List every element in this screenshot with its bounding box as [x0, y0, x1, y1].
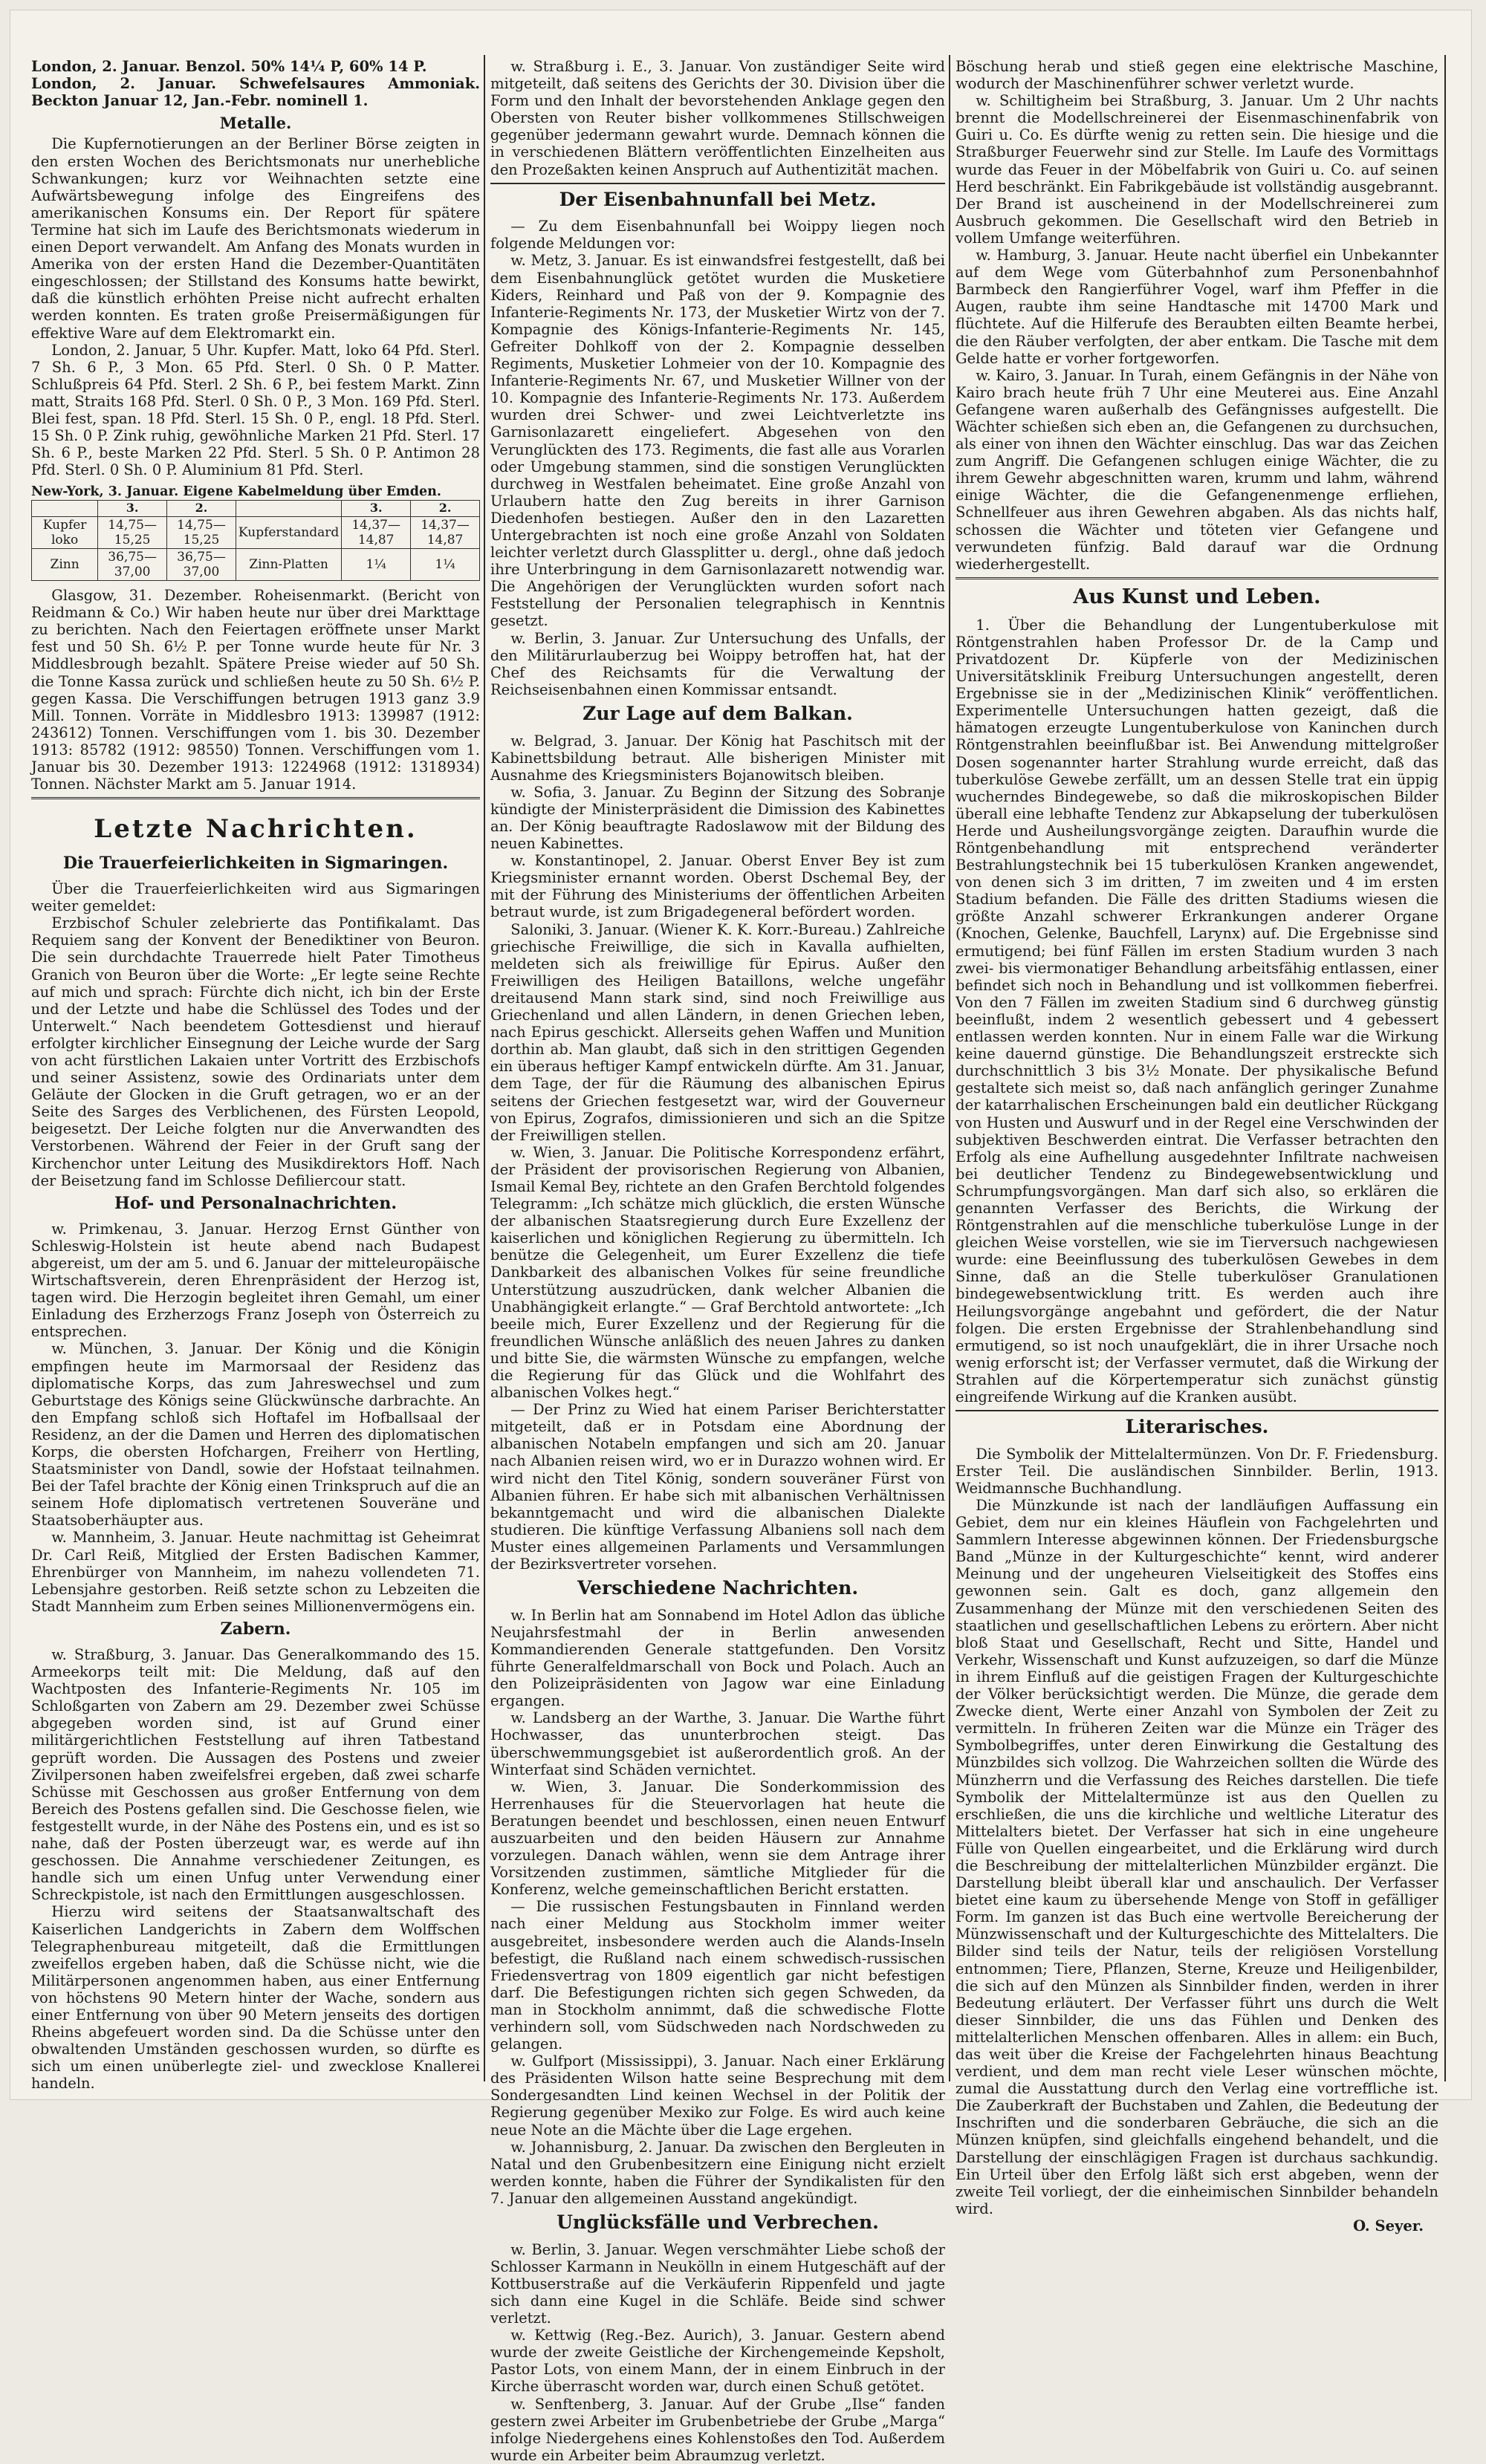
paragraph: w. Johannisburg, 2. Januar. Da zwischen den Bergleuten in Natal und den Grubenbesitzern eine Einigung nicht erzielt werden konnte, haben die Führer der Syndikalisten für den 7. Januar den allgemeinen Ausstand angekündigt. [490, 2138, 945, 2207]
table-header: 2. [167, 500, 236, 516]
article-heading: Hof- und Personalnachrichten. [114, 1193, 397, 1213]
paragraph: w. Berlin, 3. Januar. Wegen verschmähter Liebe schoß der Schlosser Karmann in Neukölln in einem Hutgeschäft auf der Kottbuserstraße auf die Verkäuferin Rippenfeld und jagte sich dann eine Kugel in die Schläfe. Beide sind schwer verletzt. [490, 2240, 945, 2327]
paragraph: w. Kairo, 3. Januar. In Turah, einem Gefängnis in der Nähe von Kairo brach heute früh 7 Uhr eine Meuterei aus. Eine Anzahl Gefangene waren außerhalb des Gefängnisses aufgestellt. Die Wächter schießen sich eben an, die Gefangenen zu durchsuchen, als einer von ihnen den Wächter einschlug. Das war das Zeichen zum Angriff. Die Gefangenen schlugen einige Wächter, die zu ihrem Gewehr abgeschnitten waren, krumm und lahm, während einige Wächter, die die Gefangenenmenge erfliehen, Schnellfeuer aus ihren Gewehren abgaben. Als das nichts half, schossen die Wächter und töteten vier Gefangene und verwundeten fünfzig. Bald darauf war die Ordnung wiederhergestellt. [955, 366, 1438, 573]
table-cell: Zinn-Platten [236, 548, 341, 580]
paragraph: Glasgow, 31. Dezember. Roheisenmarkt. (Bericht von Reidmann & Co.) Wir haben heute nur über drei Markttage zu berichten. Nach den Feiertagen eröffnete unser Markt fest und 50 Sh. 6½ P. per Tonne wurde heute für Nr. 3 Middlesbrough bezahlt. Spätere Preise wieder auf 50 Sh. die Tonne Kassa zurück und schließen heute zu 50 Sh. 6½ P. gegen Kassa. Die Verschiffungen betrugen 1913 ganz 3.9 Mill. Tonnen. Vorräte in Middlesbro 1913: 139987 (1912: 243612) Tonnen. Verschiffungen vom 1. bis 30. Dezember 1913: 85782 (1912: 98550) Tonnen. Verschiffungen vom 1. Januar bis 30. Dezember 1913: 1224968 (1912: 1318934) Tonnen. Nächster Markt am 5. Januar 1914. [31, 587, 480, 793]
article-heading: Verschiedene Nachrichten. [577, 1577, 859, 1599]
paragraph: Saloniki, 3. Januar. (Wiener K. K. Korr.-Bureau.) Zahlreiche griechische Freiwillige, die sich in Kavalla aufhielten, meldeten sich als freiwillige für Epirus. Außer den Freiwilligen des Heiligen Bataillons, welche ungefähr dreitausend Mann stark sind, sind noch Freiwillige aus Griechenland und allen Ländern, in denen Griechen leben, nach Epirus geschickt. Allerseits gehen Waffen und Munition dorthin ab. Man glaubt, daß sich in den strittigen Gegenden ein überaus heftiger Kampf entwickeln dürfte. Am 31. Januar, dem Tage, der für die Räumung des albanischen Epirus seitens der Griechen festgesetzt war, wird der Gouverneur von Epirus, Zografos, dimissionieren und sich an die Spitze der Freiwilligen stellen. [490, 920, 945, 1144]
paragraph: Erzbischof Schuler zelebrierte das Pontifikalamt. Das Requiem sang der Konvent der Benediktiner von Beuron. Die sein durchdachte Trauerrede hielt Pater Timotheus Granich von Beuron über die Worte: „Er legte seine Rechte auf mich und sprach: Fürchte dich nicht, ich bin der Erste und der Letzte und habe die Schlüssel des Todes und der Unterwelt.“ Nach beendetem Gottesdienst und hierauf erfolgter kirchlicher Einsegnung der Leiche wurde der Sarg von acht fürstlichen Lakaien unter Vortritt des Erzbischofs und seiner Assistenz, sowie des Ordinariats unter dem Geläute der Glocken in die Gruft getragen, wo er an der Seite des Sarges des Verblichenen, des Fürsten Leopold, beigesetzt. Der Leiche folgten nur die Anverwandten des Verstorbenen. Während der Feier in der Gruft sang der Kirchenchor unter Leitung des Musikdirektors Hoff. Nach der Beisetzung fand im Schlosse Defiliercour statt. [31, 914, 480, 1189]
column-rule [949, 55, 950, 2081]
paragraph: w. Berlin, 3. Januar. Zur Untersuchung des Unfalls, der den Militärurlauberzug bei Woippy betroffen hat, hat der Chef des Reichsamts für die Verwaltung der Reichseisenbahnen einen Kommissar entsandt. [490, 629, 945, 698]
paragraph: Böschung herab und stieß gegen eine elektrische Maschine, wodurch der Maschinenführer schwer verletzt wurde. [955, 58, 1438, 93]
stock-table [31, 500, 480, 581]
paragraph: w. München, 3. Januar. Der König und die Königin empfingen heute im Marmorsaal der Residenz das diplomatische Korps, das zum Jahreswechsel und zum Geburtstage des Königs seine Glückwünsche darbrachte. An den Empfang schloß sich Hoftafel im Hofballsaal der Residenz, an der die Damen und Herren des diplomatischen Korps, die obersten Hofchargen, Freiherr von Hertling, Staatsminister von Dandl, sowie der Hofstaat teilnahmen. Bei der Tafel brachte der König einen Trinkspruch auf die an seinem Hofe diplomatisch vertretenen Souveräne und Staatsoberhäupter aus. [31, 1340, 480, 1530]
column-3 [955, 58, 1438, 2234]
table-cell: 36,75—37,00 [167, 548, 236, 580]
paragraph: w. Primkenau, 3. Januar. Herzog Ernst Günther von Schleswig-Holstein ist heute abend nach Budapest abgereist, um der am 5. und 6. Januar der mitteleuropäische Wirtschaftsverein, deren Ehrenpräsident der Herzog ist, tagen wird. Die Herzogin begleitet ihren Gemahl, um einer Einladung des Erzherzogs Franz Joseph von Österreich zu entsprechen. [31, 1220, 480, 1341]
article-heading: Die Trauerfeierlichkeiten in Sigmaringen. [62, 853, 449, 873]
paragraph: w. Schiltigheim bei Straßburg, 3. Januar. Um 2 Uhr nachts brennt die Modellschreinerei der Eisenmaschinenfabrik von Guiri u. Co. Es dürfte wenig zu retten sein. Die hiesige und die Straßburger Feuerwehr sind zur Stelle. Im Laufe des Vormittags wurde das Feuer in der Möbelfabrik von Guiri u. Co. auf seinen Herd beschränkt. Ein Fabrikgebäude ist vollständig ausgebrannt. Der Brand ist auscheinend in der Modellschreinerei zum Ausbruch gekommen. Die Gesellschaft wird den Betrieb in vollem Umfange weiterführen. [955, 92, 1438, 247]
table-header: 3. [342, 500, 411, 516]
paragraph: w. Mannheim, 3. Januar. Heute nachmittag ist Geheimrat Dr. Carl Reiß, Mitglied der Ersten Badischen Kammer, Ehrenbürger von Mannheim, im nahezu vollendeten 71. Lebensjahre gestorben. Reiß setzte schon zu Lebzeiten die Stadt Mannheim zum Erben seines Millionenvermögens ein. [31, 1529, 480, 1615]
paragraph: Die Kupfernotierungen an der Berliner Börse zeigten in den ersten Wochen des Berichtsmonats nur unerhebliche Schwankungen; kurz vor Weihnachten setzte eine Aufwärtsbewegung infolge des Eingreifens des amerikanischen Konsums ein. Der Report für spätere Termine hat sich im Laufe des Berichtsmonats wiederum in einen Deport verwandelt. Am Anfang des Monats wurden in Amerika von der ersten Hand die Dezember-Quantitäten eingeschlossen; der Stillstand des Konsums hatte bewirkt, daß die künstlich erhöhten Preise nicht aufrecht erhalten werden konnten. Es traten große Preisermäßigungen für effektive Ware auf dem Elektromarkt ein. [31, 135, 480, 342]
article-heading: Unglücksfälle und Verbrechen. [557, 2211, 879, 2234]
paragraph: w. Straßburg, 3. Januar. Das Generalkommando des 15. Armeekorps teilt mit: Die Meldung, daß auf den Wachtposten des Infanterie-Regiments Nr. 105 im Schloßgarten von Zabern am 29. Dezember zwei Schüsse abgegeben worden sind, ist auf Grund einer militärgerichtlichen Feststellung auf ihren Tatbestand geprüft worden. Die Aussagen des Postens und zweier Zivilpersonen haben zweifelsfrei ergeben, daß zwei scharfe Schüsse mit Geschossen aus großer Entfernung von dem Bereich des Postens gefallen sind. Die Geschosse fielen, wie festgestellt wurde, in der Nähe des Postens ein, und es ist so nahe, daß der Posten überzeugt war, es werde auf ihn geschossen. Die Annahme verschiedener Zeitungen, es handle sich um einen Unfug unter Verwendung einer Schreckpistole, ist nach den Ermittlungen ausgeschlossen. [31, 1646, 480, 1904]
article-heading: Der Eisenbahnunfall bei Metz. [559, 188, 877, 210]
table-cell: Kupferstandard [236, 516, 341, 548]
paragraph: w. Konstantinopel, 2. Januar. Oberst Enver Bey ist zum Kriegsminister ernannt worden. Oberst Dschemal Bey, der mit der Führung des Ministeriums der öffentlichen Arbeiten betraut wurde, ist zum Brigadegeneral befördert worden. [490, 852, 945, 921]
article-heading: Literarisches. [1125, 1416, 1269, 1438]
section-divider [31, 797, 480, 801]
paragraph: w. Senftenberg, 3. Januar. Auf der Grube „Ilse“ fanden gestern zwei Arbeiter im Grubenbetriebe der Grube „Marga“ infolge Niedergehens eines Kohlenstoßes den Tod. Außerdem wurde ein Arbeiter beim Abraumzug verletzt. [490, 2395, 945, 2464]
section-heading-letzte-nachrichten: Letzte Nachrichten. [94, 814, 418, 845]
paragraph: — Zu dem Eisenbahnunfall bei Woippy liegen noch folgende Meldungen vor: [490, 218, 945, 253]
table-header: 2. [411, 500, 480, 516]
table-cell: 14,37—14,87 [342, 516, 411, 548]
paragraph: London, 2. Januar, 5 Uhr. Kupfer. Matt, loko 64 Pfd. Sterl. 7 Sh. 6 P., 3 Mon. 65 Pfd. Sterl. 0 Sh. 0 P. Matter. Schlußpreis 64 Pfd. Sterl. 2 Sh. 6 P., bei festem Markt. Zinn matt, Straits 168 Pfd. Sterl. 0 Sh. 0 P., 3 Mon. 169 Pfd. Sterl. Blei fest, span. 18 Pfd. Sterl. 15 Sh. 0 P., engl. 18 Pfd. Sterl. 15 Sh. 0 P. Zink ruhig, gewöhnliche Marken 21 Pfd. Sterl. 17 Sh. 6 P., beste Marken 22 Pfd. Sterl. 5 Sh. 0 P. Antimon 28 Pfd. Sterl. 0 Sh. 0 P. Aluminium 81 Pfd. Sterl. [31, 341, 480, 479]
ny-heading: New-York, 3. Januar. Eigene Kabelmeldung über Emden. [31, 484, 441, 500]
paragraph: w. Straßburg i. E., 3. Januar. Von zuständiger Seite wird mitgeteilt, daß seitens des Gerichts der 30. Division über die Form und den Inhalt der bevorstehenden Anklage gegen den Obersten von Reuter bisher vollkommenes Stillschweigen gegenüber jedermann gewahrt wurde. Demnach können die in verschiedenen Blättern veröffentlichten Einzelheiten aus den Prozeßakten keinen Anspruch auf Authentizität machen. [490, 58, 945, 178]
table-row [32, 548, 480, 580]
paragraph: Die Symbolik der Mittelaltermünzen. Von Dr. F. Friedensburg. Erster Teil. Die ausländischen Sinnbilder. Berlin, 1913. Weidmannsche Buchhandlung. [955, 1445, 1438, 1497]
paragraph: — Die russischen Festungsbauten in Finnland werden nach einer Meldung aus Stockholm immer weiter ausgebreitet, insbesondere werden auch die Alands-Inseln befestigt, die Rußland nach einem schwedisch-russischen Friedensvertrag von 1809 eigentlich gar nicht befestigen darf. Die Befestigungen richten sich gegen Schweden, da man in Stockholm annimmt, daß die schwedische Flotte verhindern soll, vom Südschweden nach Nordschweden zu gelangen. [490, 1898, 945, 2053]
table-cell: 14,37—14,87 [411, 516, 480, 548]
column-2 [490, 58, 945, 2464]
market-line: London, 2. Januar. Benzol. 50% 14¼ P, 60% 14 P. [31, 58, 427, 75]
table-cell: 14,75—15,25 [167, 516, 236, 548]
paragraph: Die Münzkunde ist nach der landläufigen Auffassung ein Gebiet, dem nur ein kleines Häuflein von Fachgelehrten und Sammlern Interesse abgewinnen können. Der Friedensburgsche Band „Münze in der Kulturgeschichte“ kennt, wird anderer Meinung und der ungeheuren Vielseitigkeit des Stoffes eins gewonnen sein. Galt es doch, ganz allgemein den Zusammenhang der Münze mit den verschiedenen Seiten des staatlichen und gesellschaftlichen Lebens zu erörtern. Aber nicht bloß Staat und Gesellschaft, Recht und Sitte, Handel und Verkehr, Wissenschaft und Kunst aufzuzeigen, so darf die Münze in ihrem Einfluß auf die geistigen Fragen der Kulturgeschichte der Völker berücksichtigt werden. Die Münze, die gerade dem Zwecke dient, Werte einer Anzahl von Symbolen der Zeit zu vermitteln. In früheren Zeiten war die Münze ein Träger des Symbolbegriffes, unter deren Einwirkung die Gestaltung des Münzbildes sich vollzog. Die Wahrzeichen sollten die Würde des Münzherrn und die Verfassung des Reiches darstellen. Die tiefe Symbolik der Mittelaltermünze ist aus den Quellen zu erschließen, die uns die kirchliche und weltliche Literatur des Mittelalters bietet. Der Verfasser hat sich in eine ungeheure Fülle von Quellen eingearbeitet, und die Erklärung wird durch die Beschreibung der mittelalterlichen Münzbilder ergänzt. Die Darstellung bleibt überall klar und anschaulich. Der Verfasser bietet eine kaum zu übersehende Menge von Stoff in gefälliger Form. Im ganzen ist das Buch eine wertvolle Bereicherung der Münzwissenschaft und der Kulturgeschichte des Mittelalters. Die Bilder sind teils der Natur, teils der religiösen Vorstellung entnommen; Tiere, Pflanzen, Sterne, Kreuze und Heiligenbilder, die sich auf den Münzen als Sinnbilder finden, werden in ihrer Bedeutung erläutert. Der Verfasser führt uns durch die Welt dieser Sinnbilder, die uns das Fühlen und Denken des mittelalterlichen Menschen offenbaren. Alles in allem: ein Buch, das weit über die Kreise der Fachgelehrten hinaus Beachtung verdient, und dem man recht viele Leser wünschen möchte, zumal die Ausstattung durch den Verlag eine vortreffliche ist. Die Zauberkraft der Buchstaben und Zahlen, die Bedeutung der Inschriften und die sonderbaren Gebräuche, die sich an die Münzen knüpfen, sind gleichfalls eingehend behandelt, und die Darstellung der einschlägigen Fragen ist durchaus sachkundig. Ein Urteil über den Erfolg läßt sich erst abgeben, wenn der zweite Teil vorliegt, der die einheimischen Sinnbilder behandeln wird. [955, 1497, 1438, 2217]
table-cell: 36,75—37,00 [98, 548, 167, 580]
paragraph: w. Wien, 3. Januar. Die Politische Korrespondenz erfährt, der Präsident der provisorischen Regierung von Albanien, Ismail Kemal Bey, richtete an den Grafen Berchtold folgendes Telegramm: „Ich schätze mich glücklich, die ersten Wünsche der albanischen Staatsregierung durch Eure Exzellenz der kaiserlichen und königlichen Regierung zu übermitteln. Ich benütze die Gelegenheit, um Eurer Exzellenz die tiefe Dankbarkeit des albanischen Volkes für seine freundliche Unterstützung auszudrücken, dank welcher Albanien die Unabhängigkeit erlangte.“ — Graf Berchtold antwortete: „Ich beeile mich, Eurer Exzellenz und der Regierung für die freundlichen Wünsche anläßlich des neuen Jahres zu danken und bitte Sie, die wärmsten Wünsche zu empfangen, welche die Regierung für das Glück und die Wohlfahrt des albanischen Volkes hegt.“ [490, 1143, 945, 1402]
paragraph: w. Gulfport (Mississippi), 3. Januar. Nach einer Erklärung des Präsidenten Wilson hatte seine Besprechung mit dem Sondergesandten Lind keinen Wechsel in der Politik der Regierung gegenüber Mexiko zur Folge. Es wird auch keine neue Note an die Mächte über die Lage ergehen. [490, 2052, 945, 2139]
table-cell: Kupfer loko [32, 516, 98, 548]
article-heading: Aus Kunst und Leben. [1073, 585, 1321, 608]
paragraph: w. Landsberg an der Warthe, 3. Januar. Die Warthe führt Hochwasser, das ununterbrochen steigt. Das überschwemmungsgebiet ist außerordentlich groß. An der Winterfaat sind Schäden vernichtet. [490, 1709, 945, 1778]
table-cell: Zinn [32, 548, 98, 580]
paragraph: w. Kettwig (Reg.-Bez. Aurich), 3. Januar. Gestern abend wurde der zweite Geistliche der Kirchengemeinde Kepsholt, Pastor Lots, von einem Mann, der in einem Einbruch in der Kirche überrascht worden war, durch einen Schuß getötet. [490, 2327, 945, 2396]
table-row [32, 516, 480, 548]
author-signature: O. Seyer. [1353, 2217, 1424, 2234]
article-heading: Zur Lage auf dem Balkan. [583, 702, 853, 724]
article-heading: Zabern. [220, 1619, 291, 1639]
paragraph: w. Sofia, 3. Januar. Zu Beginn der Sitzung des Sobranje kündigte der Ministerpräsident die Dimission des Kabinettes an. Der König beauftragte Radoslawow mit der Bildung des neuen Kabinettes. [490, 783, 945, 853]
section-divider [490, 183, 945, 184]
paragraph: w. Metz, 3. Januar. Es ist einwandsfrei festgestellt, daß bei dem Eisenbahnunglück getötet wurden die Musketiere Kiders, Reinhard und Paß von der 9. Kompagnie des Infanterie-Regiments Nr. 173, der Musketier Wirtz von der 7. Kompagnie des Königs-Infanterie-Regiments Nr. 145, Gefreiter Dohlkoff von der 2. Kompagnie desselben Regiments, Musketier Lohmeier von der 10. Kompagnie des Infanterie-Regiments Nr. 67, und Musketier Willner von der 10. Kompagnie des Infanterie-Regiments Nr. 173. Außerdem wurden drei Schwer- und zwei Leichtverletzte ins Garnisonlazarett eingeliefert. Abgesehen von den Verunglückten des 173. Regiments, die fast alle aus Vorarlen oder Umgebung stammen, sind die sonstigen Verunglückten durchweg in Westfalen beheimatet. Eine große Anzahl von Urlaubern hatte den Zug bereits in ihrer Garnison Diedenhofen bestiegen. Außer den in den Lazaretten Untergebrachten ist noch eine große Anzahl von Soldaten leichter verletzt durch Glassplitter u. dergl., ohne daß jedoch ihre Unterbringung in dem Garnisonlazarett notwendig war. Die Angehörigen der Verunglückten wurden sofort nach Feststellung der Personalien telegraphisch in Kenntnis gesetzt. [490, 252, 945, 630]
table-cell: 14,75—15,25 [98, 516, 167, 548]
paragraph: 1. Über die Behandlung der Lungentuberkulose mit Röntgenstrahlen haben Professor Dr. de la Camp und Privatdozent Dr. Küpferle von der Medizinischen Universitätsklinik Freiburg Untersuchungen angestellt, deren Ergebnisse sie in der „Medizinischen Klinik“ veröffentlichen. Experimentelle Untersuchungen hatten gezeigt, daß die hämatogen erzeugte Lungentuberkulose von Kaninchen durch Röntgenstrahlen beeinflußbar ist. Bei Anwendung mittelgroßer Dosen sogenannter harter Strahlung wurde erreicht, daß das tuberkulöse Gewebe zerfällt, um an dessen Stelle trat ein üppig wucherndes Bindegewebe, so daß die mikroskopischen Bilder überall eine lebhafte Tendenz zur Abkapselung der tuberkulösen Herde und Ausheilungsvorgänge zeigten. Daraufhin wurde die Röntgenbehandlung mit entsprechend veränderter Bestrahlungstechnik bei 15 tuberkulösen Kranken angewendet, von denen sich 3 im dritten, 7 im zweiten und 4 im ersten Stadium befanden. Die Fälle des dritten Stadiums wiesen die größte Anzahl schwerer Erkrankungen anderer Organe (Knochen, Gelenke, Bauchfell, Larynx) auf. Die Ergebnisse sind ermutigend; bei fünf Fällen im ersten Stadium wurden 3 nach zwei- bis viermonatiger Behandlung arbeitsfähig entlassen, einer befindet sich noch in Behandlung und ist vollkommen fieberfrei. Von den 7 Fällen im zweiten Stadium sind 6 durchweg günstig beeinflußt, indem 2 wesentlich gebessert und 4 gebessert entlassen werden konnten. Nur in einem Falle war die Wirkung keine dauernd günstige. Die Behandlungszeit erstreckte sich durchschnittlich 3 bis 3½ Monate. Der physikalische Befund gestaltete sich meist so, daß nach anfänglich geringer Zunahme der katarrhalischen Erscheinungen bald ein deutlicher Rückgang von Husten und Auswurf und in der Regel eine Verschwinden der subjektiven Beschwerden eintrat. Die Verfasser betrachten den Erfolg als eine Aufhellung ausgedehnter Infiltrate nachweisen bei deutlicher Tendenz zu Bindegewebsentwicklung und Schrumpfungsvorgängen. Man darf sich also, so erklären die genannten Verfasser des Berichts, die Wirkung der Röntgenstrahlen auf die menschliche tuberkulöse Lunge in der gleichen Weise vorstellen, wie sie im Tierversuch nachgewiesen wurde: eine Beeinflussung des tuberkulösen Gewebes in dem Sinne, daß an die Stelle tuberkulöser Granulationen bindegewebsentwicklung tritt. Es werden auch ihre Heilungsvorgänge angebahnt und gefördert, die der Natur folgen. Die ersten Ergebnisse der Strahlenbehandlung sind ermutigend, so ist noch unaufgeklärt, die in ihrer Ursache noch wenig erforscht ist; der Verfasser vermutet, daß die Wirkung der Strahlen auf die Körpertemperatur sich zunächst günstig eingreifende Wirkung auf die Kranken ausübt. [955, 616, 1438, 1406]
newspaper-page [10, 10, 1471, 2464]
section-divider [955, 577, 1438, 581]
paragraph: w. In Berlin hat am Sonnabend im Hotel Adlon das übliche Neujahrsfestmahl der in Berlin anwesenden Kommandierenden Generale stattgefunden. Den Vorsitz führte Generalfeldmarschall von Bock und Polach. Auch an den Polizeipräsidenten von Jagow war eine Einladung ergangen. [490, 1606, 945, 1710]
paragraph: w. Wien, 3. Januar. Die Sonderkommission des Herrenhauses für die Steuervorlagen hat heute die Beratungen beendet und beschlossen, einen neuen Entwurf auszuarbeiten und den beiden Häusern zur Annahme vorzulegen. Danach wählen, wenn sie dem Antrage ihrer Vorsitzenden zustimmen, sämtliche Mitglieder für die Konferenz, welche gemeinschaftlichen Bericht erstatten. [490, 1778, 945, 1899]
section-heading-metalle: Metalle. [219, 114, 292, 133]
column-1 [31, 58, 480, 2093]
paragraph: w. Belgrad, 3. Januar. Der König hat Paschitsch mit der Kabinettsbildung betraut. Alle bisherigen Minister mit Ausnahme des Kriegsministers Bojanowitsch bleiben. [490, 732, 945, 784]
table-cell: 1¼ [411, 548, 480, 580]
market-line: London, 2. Januar. Schwefelsaures Ammoniak. Beckton Januar 12, Jan.-Febr. nominell 1. [31, 75, 480, 110]
column-rule [1444, 55, 1446, 2081]
paragraph: Über die Trauerfeierlichkeiten wird aus Sigmaringen weiter gemeldet: [31, 880, 480, 915]
table-cell: 1¼ [342, 548, 411, 580]
stock-table-block [31, 484, 480, 581]
paragraph: w. Hamburg, 3. Januar. Heute nacht überfiel ein Unbekannter auf dem Wege vom Güterbahnhof zum Personenbahnhof Barmbeck den Rangierführer Vogel, warf ihm Pfeffer in die Augen, raubte ihm seine Handtasche mit 14700 Mark und flüchtete. Auf die Hilferufe des Beraubten eilten Beamte herbei, die den Räuber verfolgten, der aber entkam. Die Tasche mit dem Gelde hatte er vorher fortgeworfen. [955, 247, 1438, 367]
paragraph: Hierzu wird seitens der Staatsanwaltschaft des Kaiserlichen Landgerichts in Zabern dem Wolffschen Telegraphenbureau mitgeteilt, daß die Ermittlungen zweifellos ergeben haben, daß die Schüsse nicht, wie die Militärpersonen angenommen haben, aus einer Entfernung von höchstens 90 Metern hinter der Wache, sondern aus einer Entfernung von über 90 Metern jenseits des dortigen Rheins abgefeuert worden sind. Da die Schüsse unter den obwaltenden Umständen geschossen wurden, so dürfte es sich um einen unüberlegte ziel- und zwecklose Knallerei handeln. [31, 1903, 480, 2093]
section-divider [955, 1410, 1438, 1411]
paragraph: — Der Prinz zu Wied hat einem Pariser Berichterstatter mitgeteilt, daß er in Potsdam eine Abordnung der albanischen Notabeln empfangen und sich am 20. Januar nach Albanien reisen wird, wo er in Durazzo wohnen wird. Er wird nicht den Titel König, sondern souveräner Fürst von Albanien führen. Er habe sich mit albanischen Verhältnissen bekanntgemacht und wird die albanischen Dialekte studieren. Die künftige Verfassung Albaniens soll nach dem Muster eines allgemeinen Parlaments und Versammlungen der Bezirksvertreter vorsehen. [490, 1401, 945, 1573]
table-header: 3. [98, 500, 167, 516]
table-header [236, 500, 341, 516]
table-header [32, 500, 98, 516]
column-rule [484, 55, 485, 2081]
